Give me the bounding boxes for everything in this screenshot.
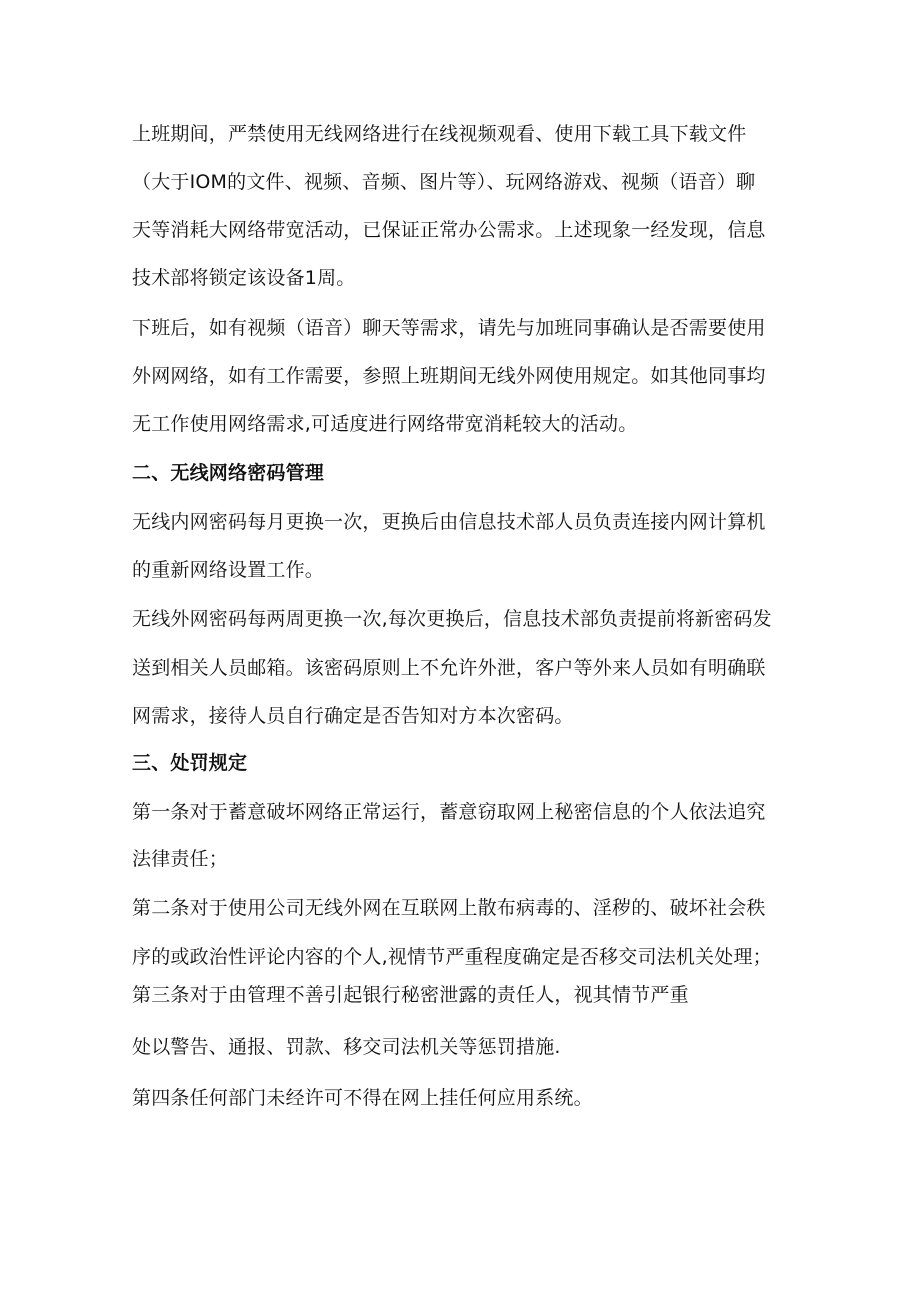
paragraph-line: 第二条对于使用公司无线外网在互联网上散布病毒的、淫秽的、破坏社会秩	[132, 897, 766, 919]
paragraph-line: 无线内网密码每月更换一次，更换后由信息技术部人员负责连接内网计算机	[132, 511, 766, 533]
paragraph-line: 网需求，接待人员自行确定是否告知对方本次密码。	[132, 705, 574, 727]
paragraph-line: 第四条任何部门未经许可不得在网上挂任何应用系统。	[132, 1087, 593, 1109]
paragraph-line: 外网网络，如有工作需要，参照上班期间无线外网使用规定。如其他同事均	[132, 365, 766, 387]
paragraph-line: （大于IOM的文件、视频、音频、图片等）、玩网络游戏、视频（语音）聊	[132, 171, 756, 193]
paragraph-line: 上班期间，严禁使用无线网络进行在线视频观看、使用下载工具下载文件	[132, 123, 747, 145]
paragraph-line: 送到相关人员邮箱。该密码原则上不允许外泄，客户等外来人员如有明确联	[132, 657, 766, 679]
paragraph-line: 下班后，如有视频（语音）聊天等需求，请先与加班同事确认是否需要使用	[132, 317, 766, 339]
paragraph-line: 的重新网络设置工作。	[132, 559, 325, 581]
paragraph-line: 第三条对于由管理不善引起银行秘密泄露的责任人，视其情节严重	[132, 984, 689, 1006]
paragraph-line: 无工作使用网络需求,可适度进行网络带宽消耗较大的活动。	[132, 413, 638, 435]
paragraph-line: 无线外网密码每两周更换一次,每次更换后，信息技术部负责提前将新密码发	[132, 608, 772, 630]
paragraph-line: 第一条对于蓄意破坏网络正常运行，蓄意窃取网上秘密信息的个人依法追究	[132, 801, 766, 823]
section-heading-penalty: 三、处罚规定	[132, 752, 248, 774]
paragraph-line: 法律责任；	[132, 848, 229, 870]
paragraph-line: 序的或政治性评论内容的个人,视情节严重程度确定是否移交司法机关处理；	[132, 946, 772, 968]
section-heading-password: 二、无线网络密码管理	[132, 462, 325, 484]
paragraph-line: 处以警告、通报、罚款、移交司法机关等惩罚措施.	[132, 1036, 561, 1058]
paragraph-line: 天等消耗大网络带宽活动，已保证正常办公需求。上述现象一经发现，信息	[132, 219, 766, 241]
paragraph-line: 技术部将锁定该设备1周。	[132, 267, 356, 289]
